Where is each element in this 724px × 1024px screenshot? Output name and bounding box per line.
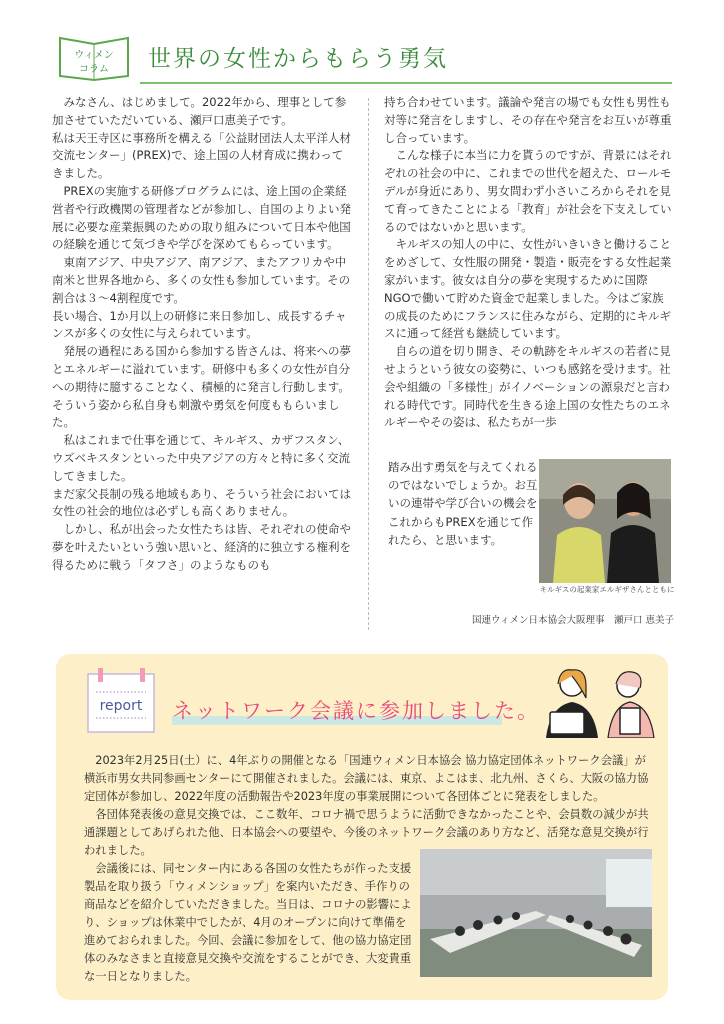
- column-paragraph: みなさん、はじめまして。2022年から、理事として参加させていただいている、瀬戸口恵美子です。: [52, 95, 347, 127]
- column-paragraph: 持ち合わせています。議論や発言の場でも女性も男性も対等に発言をしますし、その存在や発言をお互いが尊重し合っています。: [384, 95, 672, 145]
- report-paragraph: 2023年2月25日(土）に、4年ぶりの開催となる「国連ウィメン日本協会 協力協定団体ネットワーク会議」が横浜市男女共同参画センターにて開催されました。会議には、東京、よこはま、北九州、さくら、大阪の協力協定団体が参加し、2022年度の活動報告や2023年度の事業展開について各団体ごとに発表をしました。: [84, 754, 649, 803]
- column-paragraph: キルギスの知人の中に、女性がいきいきと働けることをめざして、女性服の開発・製造・販売をする女性起業家がいます。彼女は自分の夢を実現するために国際NGOで働いて貯めた資金で起業しました。今はご家族の成長のためにフランスに住みながら、定期的にキルギスに通って経営も継続しています。: [384, 237, 672, 341]
- column-paragraph: 東南アジア、中央アジア、南アジア、またアフリカや中南米と世界各地から、多くの女性も参加しています。その割合は３〜4割程度です。: [52, 255, 351, 305]
- photo-caption: キルギスの起業家エルギザさんとともに: [539, 585, 675, 594]
- report-body-bottom: [84, 860, 416, 986]
- column-paragraph: 発展の過程にある国から参加する皆さんは、将来への夢とエネルギーに溢れています。研修中も多くの女性が自分への期待に臆することなく、積極的に発言し行動します。そういう姿から私自身も刺激や勇気を何度ももらいました。: [52, 344, 351, 430]
- column-badge: [54, 32, 134, 82]
- report-tag-label: report: [99, 698, 143, 714]
- column-paragraph: まだ家父長制の残る地域もあり、そういう社会においては女性の社会的地位は必ずしも高くありません。: [52, 486, 351, 519]
- column-paragraph: 私はこれまで仕事を通じて、キルギス、カザフスタン、ウズベキスタンといった中央アジアの方々と特に多く交流してきました。: [52, 433, 350, 483]
- column-paragraph: 長い場合、1か月以上の研修に来日参加し、成長するチャンスが多くの女性に与えられています。: [52, 308, 347, 341]
- column-closing-text: 踏み出す勇気を与えてくれるのではないでしょうか。お互いの連帯や学び合いの機会をこれからもPREXを通じて作れたら、と思います。: [388, 460, 538, 547]
- badge-line-2: コラム: [79, 64, 109, 75]
- column-title: 世界の女性からもらう勇気: [148, 46, 448, 72]
- column-paragraph: こんな様子に本当に力を貰うのですが、背景にはそれぞれの社会の中に、これまでの世代を超えた、ロールモデルが身近にあり、男女問わず小さいころからそれを見て育ってきたことによる「教育」が社会を下支えしているのではないかと思います。: [384, 148, 672, 234]
- column-left-text: [52, 94, 352, 575]
- photo-two-women: [539, 459, 671, 583]
- photo-meeting-room: [420, 849, 652, 977]
- column-right-text: [384, 94, 674, 432]
- author-signature: 国連ウィメン日本協会大阪理事 瀬戸口 恵美子: [472, 615, 674, 626]
- report-tag: [84, 666, 158, 738]
- column-paragraph: 私は天王寺区に事務所を構える「公益財団法人太平洋人材交流センター」(PREX)で、途上国の人材育成に携わってきました。: [52, 130, 351, 181]
- report-title: ネットワーク会議に参加しました。: [172, 699, 540, 723]
- column-paragraph: PREXの実施する研修プログラムには、途上国の企業経営者や行政機関の管理者などが参加し、自国のよりよい発展に必要な産業振興のための取り組みについて日本や他国の経験を通じて気づきや学びを深めてもらっています。: [52, 183, 351, 252]
- column-divider: [368, 98, 369, 630]
- illustration-two-women: [536, 662, 664, 738]
- badge-line-1: ウィメン: [74, 50, 114, 61]
- report-body-top: [84, 752, 656, 860]
- column-title-rule: [140, 82, 672, 84]
- report-paragraph: 会議後には、同センター内にある各国の女性たちが作った支援製品を取り扱う「ウィメンショップ」を案内いただき、手作りの商品などを紹介していただきました。当日は、コロナの影響により、ショップは休業中でしたが、4月のオープンに向けて準備を進めておられました。今回、会議に参加をして、他の協力協定団体のみなさまと直接意見交換や交流をすることができ、大変貴重な一日となりました。: [84, 862, 412, 983]
- column-paragraph: 自らの道を切り開き、その軌跡をキルギスの若者に見せようという彼女の姿勢に、いつも感銘を受けます。社会や組織の「多様性」がイノベーションの源泉だと言われる時代です。同時代を生きる途上国の女性たちのエネルギーやその姿は、私たちが一歩: [384, 344, 671, 430]
- column-paragraph: しかし、私が出会った女性たちは皆、それぞれの使命や夢を叶えたいという強い思いと、経済的に独立する権利を得るために戦う「タフさ」のようなものも: [52, 522, 351, 572]
- report-paragraph: 各団体発表後の意見交換では、ここ数年、コロナ禍で思うように活動できなかったことや、会員数の減少が共通課題としてあげられた他、日本協会への要望や、今後のネットワーク会議のあり方など、活発な意見交換が行われました。: [84, 808, 649, 857]
